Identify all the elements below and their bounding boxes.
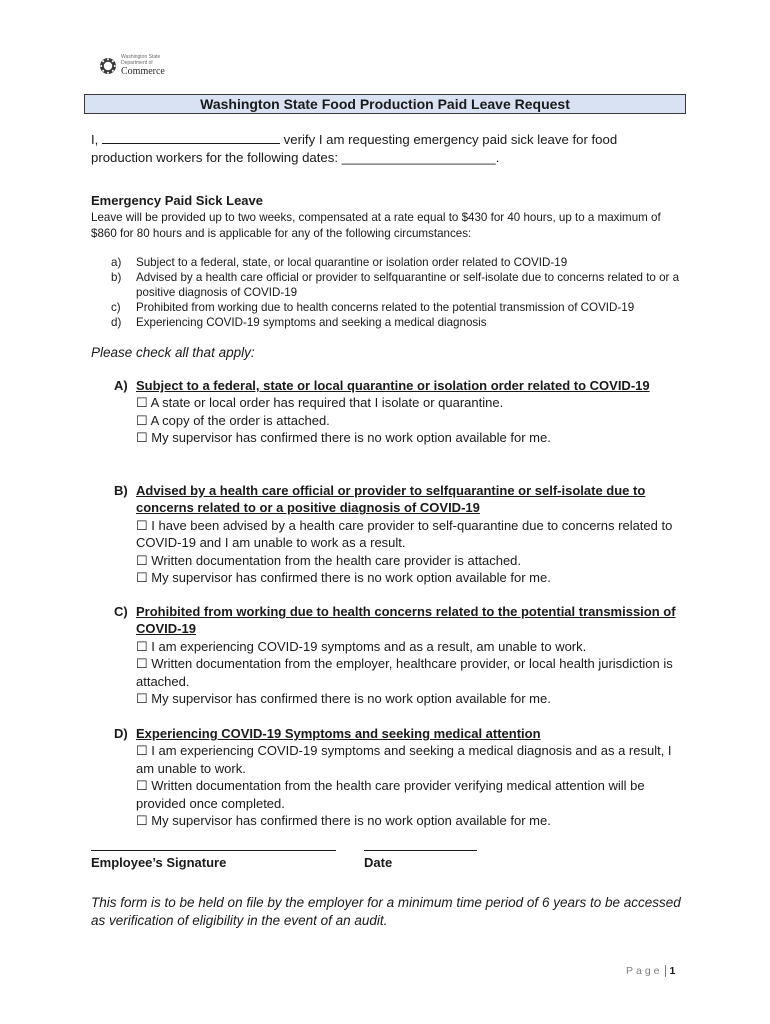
logo-agency-text: Washington State Department of: [121, 54, 161, 66]
item-d: [114, 725, 684, 829]
circumstances-list: [111, 255, 691, 330]
option-text: Written documentation from the health care provider verifying medical attention will be provided once completed.: [136, 778, 645, 811]
circumstance-item: [111, 315, 691, 330]
item-heading-text: Subject to a federal, state or local quarantine or isolation order related to COVID-19: [136, 378, 650, 393]
intro-statement: [91, 131, 681, 167]
option-text: Written documentation from the employer, healthcare provider, or local health jurisdiction is attached.: [136, 656, 673, 689]
section-heading: Emergency Paid Sick Leave: [91, 193, 263, 208]
retention-note: This form is to be held on file by the employer for a minimum time period of 6 years to be accessed as verification of eligibility in the event of an audit.: [91, 895, 681, 928]
page-label: Page: [626, 965, 663, 977]
checkbox-option[interactable]: [114, 690, 684, 707]
intro-dates-line: production workers for the following dates: _____________________.: [91, 150, 500, 165]
item-heading: [114, 603, 684, 638]
item-heading-text: Prohibited from working due to health concerns related to the potential transmission of COVID-19: [136, 604, 676, 637]
circumstance-marker: b): [111, 271, 122, 284]
circumstance-item: [111, 300, 691, 315]
commerce-seal-icon: [99, 57, 117, 75]
checkbox-icon[interactable]: ☐: [136, 691, 148, 707]
item-letter: B): [114, 483, 128, 498]
option-text: A state or local order has required that I isolate or quarantine.: [150, 395, 504, 411]
circumstance-marker: c): [111, 301, 121, 314]
checkbox-icon[interactable]: ☐: [136, 656, 148, 672]
page-number-value: 1: [665, 965, 675, 977]
checkbox-option[interactable]: [114, 812, 684, 829]
date-block: [364, 850, 477, 870]
checkbox-icon[interactable]: ☐: [136, 412, 148, 428]
option-text: I am experiencing COVID-19 symptoms and as a result, am unable to work.: [151, 638, 587, 654]
checkbox-option[interactable]: [114, 655, 684, 690]
checkbox-option[interactable]: [114, 517, 684, 552]
item-b: [114, 482, 684, 586]
circumstance-marker: a): [111, 256, 122, 269]
circumstance-text: Advised by a health care official or provider to selfquarantine or self-isolate due to concerns related to or a positive diagnosis of COVID-19: [136, 271, 680, 299]
section-description: Leave will be provided up to two weeks, compensated at a rate equal to $430 for 40 hours, up to a maximum of $860 for 80 hours and is applicable for any of the following circumstances:: [91, 211, 661, 240]
checkbox-icon[interactable]: ☐: [136, 552, 148, 568]
checkbox-icon[interactable]: ☐: [136, 778, 148, 794]
date-line[interactable]: [364, 850, 477, 851]
item-heading-text: Experiencing COVID-19 Symptoms and seeking medical attention: [136, 726, 541, 741]
option-text: My supervisor has confirmed there is no work option available for me.: [151, 813, 551, 829]
option-text: My supervisor has confirmed there is no work option available for me.: [151, 430, 551, 446]
item-heading-text: Advised by a health care official or provider to selfquarantine or self-isolate due to concerns related to or a positive diagnosis of COVID-19: [136, 483, 646, 516]
employee-signature-line[interactable]: [91, 850, 336, 851]
checkbox-icon[interactable]: ☐: [136, 638, 148, 654]
date-label: Date: [364, 855, 393, 870]
name-field-line[interactable]: [102, 131, 280, 144]
commerce-logo: [99, 55, 174, 81]
item-heading: [114, 377, 684, 394]
circumstance-item: [111, 270, 691, 300]
option-text: I have been advised by a health care provider to self-quarantine due to concerns related to COVID-19 and I am unable to work as a result.: [136, 517, 673, 551]
checkbox-option[interactable]: [114, 777, 684, 812]
circumstance-item: [111, 255, 691, 270]
checkbox-icon[interactable]: ☐: [136, 570, 148, 586]
checkbox-icon[interactable]: ☐: [136, 743, 148, 759]
checkbox-option[interactable]: [114, 638, 684, 655]
item-letter: C): [114, 604, 128, 619]
form-title: Washington State Food Production Paid Leave Request: [84, 94, 686, 114]
item-letter: D): [114, 726, 128, 741]
item-c: [114, 603, 684, 707]
item-heading: [114, 725, 684, 742]
checkbox-icon[interactable]: ☐: [136, 395, 148, 411]
option-text: I am experiencing COVID-19 symptoms and seeking a medical diagnosis and as a result, I am unable to work.: [136, 743, 672, 776]
item-letter: A): [114, 378, 128, 393]
circumstance-marker: d): [111, 316, 122, 329]
checkbox-option[interactable]: [114, 552, 684, 569]
item-a: [114, 377, 684, 447]
employee-signature-block: [91, 850, 336, 870]
circumstance-text: Prohibited from working due to health concerns related to the potential transmission of COVID-19: [136, 301, 635, 314]
checkbox-icon[interactable]: ☐: [136, 430, 148, 446]
checkbox-option[interactable]: [114, 412, 684, 429]
checkbox-option[interactable]: [114, 429, 684, 446]
checkbox-option[interactable]: [114, 569, 684, 586]
option-text: My supervisor has confirmed there is no work option available for me.: [151, 691, 551, 707]
check-all-instruction: Please check all that apply:: [91, 345, 255, 360]
intro-line1-rest: verify I am requesting emergency paid sick leave for food: [280, 132, 618, 147]
option-text: Written documentation from the health care provider is attached.: [151, 552, 522, 568]
checkbox-icon[interactable]: ☐: [136, 813, 148, 829]
option-text: A copy of the order is attached.: [150, 412, 330, 428]
checkbox-icon[interactable]: ☐: [136, 517, 148, 533]
employee-signature-label: Employee’s Signature: [91, 855, 227, 870]
option-text: My supervisor has confirmed there is no work option available for me.: [151, 570, 551, 586]
checkbox-option[interactable]: [114, 394, 684, 411]
logo-commerce-text: Commerce: [121, 66, 165, 77]
checkbox-option[interactable]: [114, 742, 684, 777]
intro-prefix: I,: [91, 132, 99, 147]
page-number: [626, 965, 675, 977]
circumstance-text: Subject to a federal, state, or local quarantine or isolation order related to COVID-19: [136, 256, 568, 269]
item-heading: [114, 482, 684, 517]
circumstance-text: Experiencing COVID-19 symptoms and seeking a medical diagnosis: [136, 316, 487, 329]
